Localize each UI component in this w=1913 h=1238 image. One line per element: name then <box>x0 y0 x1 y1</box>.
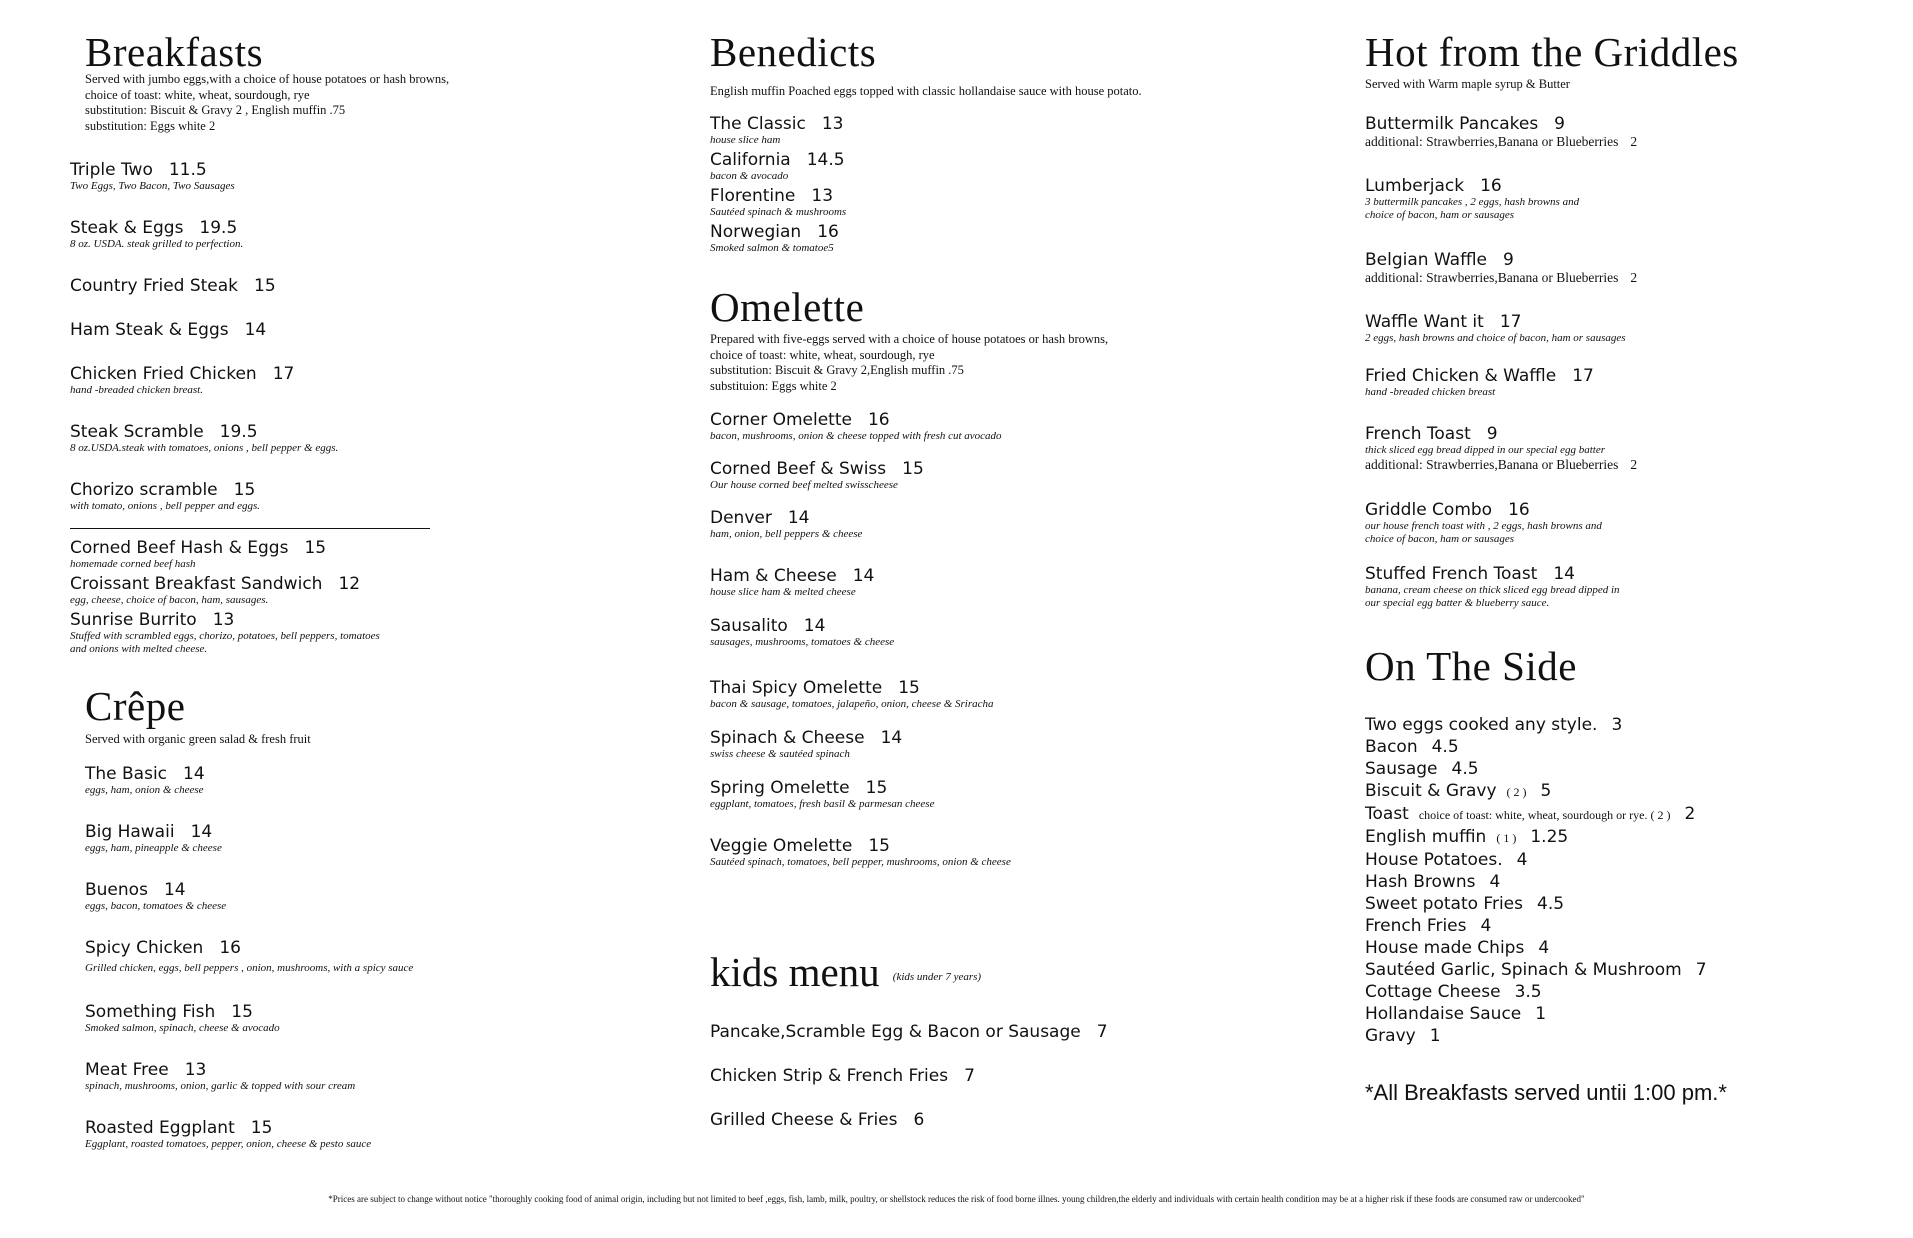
side-item: Hollandaise Sauce 1 <box>1365 1004 1547 1024</box>
menu-item-croissant-sandwich: Croissant Breakfast Sandwich 12 egg, cheese, choice of bacon, ham, sausages. <box>70 574 361 606</box>
menu-item-norwegian: Norwegian 16 Smoked salmon & tomatoe5 <box>710 222 839 254</box>
side-item: Sweet potato Fries 4.5 <box>1365 894 1565 914</box>
side-item: Two eggs cooked any style. 3 <box>1365 715 1623 735</box>
menu-item-fried-chicken-waffle: Fried Chicken & Waffle 17 hand -breaded chicken breast <box>1365 366 1594 398</box>
menu-item-ham-cheese: Ham & Cheese 14 house slice ham & melted cheese <box>710 566 875 598</box>
side-item: Toast choice of toast: white, wheat, sourdough or rye. ( 2 ) 2 <box>1365 804 1696 824</box>
side-item: Hash Browns 4 <box>1365 872 1501 892</box>
kids-item-chicken-strip: Chicken Strip & French Fries 7 <box>710 1066 975 1086</box>
menu-item-spicy-chicken: Spicy Chicken 16 Grilled chicken, eggs, bell peppers , onion, mushrooms, with a spicy sauce <box>85 938 414 974</box>
side-item: Bacon 4.5 <box>1365 737 1459 757</box>
menu-item-big-hawaii: Big Hawaii 14 eggs, ham, pineapple & cheese <box>85 822 222 854</box>
side-title: On The Side <box>1365 643 1578 689</box>
menu-item-denver: Denver 14 ham, onion, bell peppers & cheese <box>710 508 863 540</box>
section-divider <box>70 528 430 529</box>
crepe-title: Crêpe <box>85 683 186 729</box>
menu-item-country-fried-steak: Country Fried Steak 15 <box>70 276 276 296</box>
menu-item-roasted-eggplant: Roasted Eggplant 15 Eggplant, roasted tomatoes, pepper, onion, cheese & pesto sauce <box>85 1118 372 1150</box>
menu-item-florentine: Florentine 13 Sautéed spinach & mushrooms <box>710 186 847 218</box>
menu-item-thai-spicy-omelette: Thai Spicy Omelette 15 bacon & sausage, tomatoes, jalapeño, onion, cheese & Sriracha <box>710 678 994 710</box>
menu-item-corned-beef-hash: Corned Beef Hash & Eggs 15 homemade corned beef hash <box>70 538 327 570</box>
breakfasts-title: Breakfasts <box>85 29 264 75</box>
griddles-description: Served with Warm maple syrup & Butter <box>1365 77 1570 91</box>
benedicts-description: English muffin Poached eggs topped with classic hollandaise sauce with house potato. <box>710 84 1142 98</box>
kids-item-grilled-cheese: Grilled Cheese & Fries 6 <box>710 1110 925 1130</box>
menu-item-griddle-combo: Griddle Combo 16 our house french toast with , 2 eggs, hash browns and choice of bacon, ham or sausages <box>1365 500 1602 545</box>
griddles-title: Hot from the Griddles <box>1365 29 1739 75</box>
side-item: French Fries 4 <box>1365 916 1492 936</box>
kids-menu-title: kids menu <box>710 949 880 995</box>
menu-item-french-toast: French Toast 9 thick sliced egg bread dipped in our special egg batter additional: Strawberries,Banana or Blueberries 2 <box>1365 424 1638 472</box>
kids-menu-subtitle: (kids under 7 years) <box>892 971 982 983</box>
side-item: Sausage 4.5 <box>1365 759 1479 779</box>
menu-item-chicken-fried-chicken: Chicken Fried Chicken 17 hand -breaded chicken breast. <box>70 364 295 396</box>
menu-item-sausalito: Sausalito 14 sausages, mushrooms, tomatoes & cheese <box>710 616 895 648</box>
menu-item-waffle-want-it: Waffle Want it 17 2 eggs, hash browns and choice of bacon, ham or sausages <box>1365 312 1626 344</box>
menu-item-belgian-waffle: Belgian Waffle 9 additional: Strawberries,Banana or Blueberries 2 <box>1365 250 1638 285</box>
menu-item-corned-beef-swiss: Corned Beef & Swiss 15 Our house corned beef melted swisscheese <box>710 459 924 491</box>
menu-item-lumberjack: Lumberjack 16 3 buttermilk pancakes , 2 eggs, hash browns and choice of bacon, ham or sausages <box>1365 176 1580 221</box>
menu-item-steak-eggs: Steak & Eggs 19.5 8 oz. USDA. steak grilled to perfection. <box>70 218 244 250</box>
side-item: House made Chips 4 <box>1365 938 1550 958</box>
side-item: Cottage Cheese 3.5 <box>1365 982 1542 1002</box>
kids-menu-heading <box>710 949 982 995</box>
menu-item-the-classic: The Classic 13 house slice ham <box>710 114 844 146</box>
side-item: House Potatoes. 4 <box>1365 850 1528 870</box>
menu-item-buttermilk-pancakes: Buttermilk Pancakes 9 additional: Strawberries,Banana or Blueberries 2 <box>1365 114 1638 149</box>
side-item: Biscuit & Gravy ( 2 ) 5 <box>1365 781 1552 801</box>
menu-item-steak-scramble: Steak Scramble 19.5 8 oz.USDA.steak with tomatoes, onions , bell pepper & eggs. <box>70 422 339 454</box>
omelette-description: Prepared with five-eggs served with a choice of house potatoes or hash browns, choice of toast: white, wheat, sourdough, rye substitution: Biscuit & Gravy 2,English muffin .75 substituion: Eggs white 2 <box>710 332 1109 393</box>
menu-item-ham-steak-eggs: Ham Steak & Eggs 14 <box>70 320 267 340</box>
menu-item-triple-two: Triple Two 11.5 Two Eggs, Two Bacon, Two Sausages <box>70 160 235 192</box>
menu-item-stuffed-french-toast: Stuffed French Toast 14 banana, cream cheese on thick sliced egg bread dipped in our special egg batter & blueberry sauce. <box>1365 564 1620 609</box>
menu-item-buenos: Buenos 14 eggs, bacon, tomatoes & cheese <box>85 880 227 912</box>
menu-item-veggie-omelette: Veggie Omelette 15 Sautéed spinach, tomatoes, bell pepper, mushrooms, onion & cheese <box>710 836 1011 868</box>
menu-item-something-fish: Something Fish 15 Smoked salmon, spinach, cheese & avocado <box>85 1002 280 1034</box>
kids-item-pancake: Pancake,Scramble Egg & Bacon or Sausage 7 <box>710 1022 1108 1042</box>
side-list <box>1365 714 1707 1047</box>
menu-item-spring-omelette: Spring Omelette 15 eggplant, tomatoes, fresh basil & parmesan cheese <box>710 778 935 810</box>
footer-disclaimer: *Prices are subject to change without notice "thoroughly cooking food of animal origin, including but not limited to beef ,eggs, fish, lamb, milk, poultry, or shellstock reduces the risk of food borne illnes. young children,the elderly and individuals with certain health condition may be at a higher risk if these foods are consumed raw or undercooked" <box>328 1194 1585 1204</box>
menu-item-meat-free: Meat Free 13 spinach, mushrooms, onion, garlic & topped with sour cream <box>85 1060 356 1092</box>
omelette-title: Omelette <box>710 284 865 330</box>
menu-item-sunrise-burrito: Sunrise Burrito 13 Stuffed with scrambled eggs, chorizo, potatoes, bell peppers, tomatoes and onions with melted cheese. <box>70 610 380 655</box>
menu-item-chorizo-scramble: Chorizo scramble 15 with tomato, onions , bell pepper and eggs. <box>70 480 261 512</box>
menu-item-spinach-cheese: Spinach & Cheese 14 swiss cheese & sautéed spinach <box>710 728 903 760</box>
menu-item-the-basic: The Basic 14 eggs, ham, onion & cheese <box>85 764 205 796</box>
side-item: Gravy 1 <box>1365 1026 1441 1046</box>
side-item: Sautéed Garlic, Spinach & Mushroom 7 <box>1365 960 1707 980</box>
benedicts-title: Benedicts <box>710 29 877 75</box>
crepe-description: Served with organic green salad & fresh fruit <box>85 732 311 746</box>
served-until-note: *All Breakfasts served untii 1:00 pm.* <box>1365 1080 1727 1105</box>
menu-item-california: California 14.5 bacon & avocado <box>710 150 845 182</box>
breakfasts-description: Served with jumbo eggs,with a choice of house potatoes or hash browns, choice of toast: white, wheat, sourdough, rye substitution: Biscuit & Gravy 2 , English muffin .75 substitution: Eggs white 2 <box>85 72 450 133</box>
menu-item-corner-omelette: Corner Omelette 16 bacon, mushrooms, onion & cheese topped with fresh cut avocado <box>710 410 1002 442</box>
side-item: English muffin ( 1 ) 1.25 <box>1365 827 1569 847</box>
